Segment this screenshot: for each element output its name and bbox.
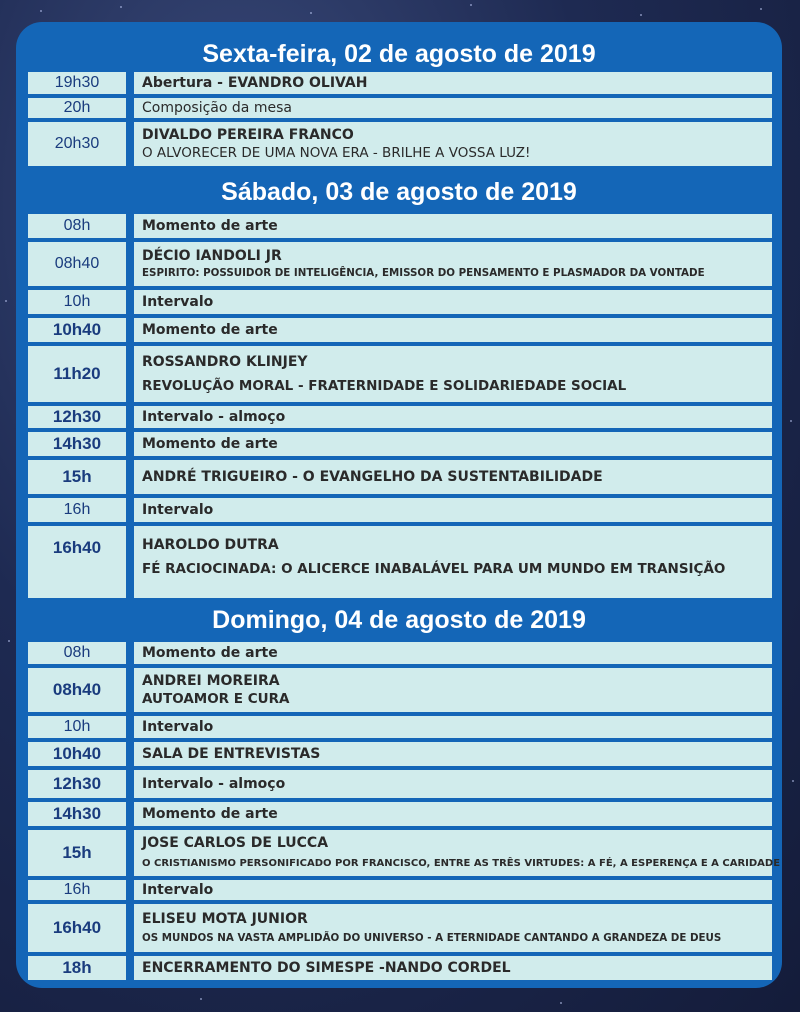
description-cell bbox=[134, 956, 772, 980]
description-line1: ROSSANDRO KLINJEY bbox=[142, 354, 308, 370]
schedule-row bbox=[28, 242, 772, 286]
description-line1: Momento de arte bbox=[142, 436, 278, 452]
time-cell: 12h30 bbox=[28, 406, 126, 428]
schedule-panel bbox=[16, 22, 782, 988]
time-cell: 12h30 bbox=[28, 770, 126, 798]
schedule-row bbox=[28, 880, 772, 900]
description-cell bbox=[134, 770, 772, 798]
time-cell: 10h40 bbox=[28, 318, 126, 342]
time-cell: 10h bbox=[28, 716, 126, 738]
time-cell: 15h bbox=[28, 830, 126, 876]
description-line1: ANDREI MOREIRA bbox=[142, 673, 280, 689]
time-cell: 15h bbox=[28, 460, 126, 494]
description-cell bbox=[134, 716, 772, 738]
description-cell bbox=[134, 830, 781, 876]
time-cell: 16h40 bbox=[28, 904, 126, 952]
time-cell: 16h bbox=[28, 498, 126, 522]
schedule-row bbox=[28, 802, 772, 826]
schedule-row bbox=[28, 830, 781, 876]
time-cell: 08h40 bbox=[28, 242, 126, 286]
schedule-row bbox=[28, 214, 772, 238]
schedule-row bbox=[28, 318, 772, 342]
description-line1: Intervalo - almoço bbox=[142, 776, 286, 792]
description-cell bbox=[134, 214, 772, 238]
description-line2: AUTOAMOR E CURA bbox=[142, 691, 290, 707]
description-line1: Abertura - EVANDRO OLIVAH bbox=[142, 75, 368, 91]
schedule-row bbox=[28, 72, 772, 94]
day-title-friday: Sexta-feira, 02 de agosto de 2019 bbox=[202, 40, 596, 68]
description-line2: OS MUNDOS NA VASTA AMPLIDÃO DO UNIVERSO - A ETERNIDADE CANTANDO A GRANDEZA DE DEUS bbox=[142, 932, 722, 944]
description-cell bbox=[134, 460, 772, 494]
schedule-row bbox=[28, 642, 772, 664]
schedule-row bbox=[28, 526, 772, 598]
schedule-row bbox=[28, 716, 772, 738]
description-line1: DIVALDO PEREIRA FRANCO bbox=[142, 127, 354, 143]
time-cell: 16h40 bbox=[28, 526, 126, 598]
description-cell bbox=[134, 642, 772, 664]
description-line1: Intervalo bbox=[142, 294, 214, 310]
time-cell: 10h40 bbox=[28, 742, 126, 766]
description-cell bbox=[134, 498, 772, 522]
description-line2: ESPIRITO: POSSUIDOR DE INTELIGÊNCIA, EMISSOR DO PENSAMENTO E PLASMADOR DA VONTADE bbox=[142, 267, 705, 279]
schedule-row bbox=[28, 956, 772, 980]
time-cell: 08h bbox=[28, 214, 126, 238]
time-cell: 19h30 bbox=[28, 72, 126, 94]
description-cell bbox=[134, 526, 772, 598]
description-line1: Momento de arte bbox=[142, 322, 278, 338]
schedule-row bbox=[28, 122, 772, 166]
schedule-row bbox=[28, 742, 772, 766]
description-cell bbox=[134, 98, 772, 118]
description-line1: Momento de arte bbox=[142, 218, 278, 234]
description-cell bbox=[134, 742, 772, 766]
time-cell: 20h30 bbox=[28, 122, 126, 166]
description-cell bbox=[134, 72, 772, 94]
description-line1: Intervalo bbox=[142, 719, 214, 735]
time-cell: 20h bbox=[28, 98, 126, 118]
time-cell: 14h30 bbox=[28, 432, 126, 456]
description-line1: DÉCIO IANDOLI JR bbox=[142, 248, 282, 264]
description-line1: Momento de arte bbox=[142, 806, 278, 822]
description-cell bbox=[134, 290, 772, 314]
description-line1: HAROLDO DUTRA bbox=[142, 537, 279, 553]
description-line1: Intervalo bbox=[142, 502, 214, 518]
description-cell bbox=[134, 432, 772, 456]
description-line1: JOSE CARLOS DE LUCCA bbox=[142, 835, 329, 851]
schedule-row bbox=[28, 432, 772, 456]
description-cell bbox=[134, 880, 772, 900]
schedule-row bbox=[28, 346, 772, 402]
description-line2: REVOLUÇÃO MORAL - FRATERNIDADE E SOLIDARIEDADE SOCIAL bbox=[142, 378, 627, 394]
description-line1: Momento de arte bbox=[142, 645, 278, 661]
day-title-saturday: Sábado, 03 de agosto de 2019 bbox=[221, 178, 577, 206]
description-cell bbox=[134, 122, 772, 166]
description-line1: Intervalo bbox=[142, 882, 214, 898]
description-cell bbox=[134, 242, 772, 286]
day-title-sunday: Domingo, 04 de agosto de 2019 bbox=[212, 606, 586, 634]
description-cell bbox=[134, 802, 772, 826]
description-cell bbox=[134, 904, 772, 952]
description-line2: O ALVORECER DE UMA NOVA ERA - BRILHE A VOSSA LUZ! bbox=[142, 145, 531, 161]
schedule-row bbox=[28, 770, 772, 798]
description-cell bbox=[134, 406, 772, 428]
description-line2: FÉ RACIOCINADA: O ALICERCE INABALÁVEL PARA UM MUNDO EM TRANSIÇÃO bbox=[142, 561, 726, 577]
schedule-row bbox=[28, 498, 772, 522]
description-cell bbox=[134, 318, 772, 342]
time-cell: 08h bbox=[28, 642, 126, 664]
time-cell: 11h20 bbox=[28, 346, 126, 402]
time-cell: 18h bbox=[28, 956, 126, 980]
description-cell bbox=[134, 668, 772, 712]
schedule-row bbox=[28, 668, 772, 712]
schedule-row bbox=[28, 460, 772, 494]
description-line1: ENCERRAMENTO DO SIMESPE -NANDO CORDEL bbox=[142, 960, 511, 976]
schedule-row bbox=[28, 98, 772, 118]
schedule-row bbox=[28, 904, 772, 952]
description-line2: O CRISTIANISMO PERSONIFICADO POR FRANCISCO, ENTRE AS TRÊS VIRTUDES: A FÉ, A ESPERENÇA E A CARIDADE bbox=[142, 858, 781, 869]
schedule-row bbox=[28, 406, 772, 428]
time-cell: 14h30 bbox=[28, 802, 126, 826]
time-cell: 10h bbox=[28, 290, 126, 314]
time-cell: 16h bbox=[28, 880, 126, 900]
description-line1: Intervalo - almoço bbox=[142, 409, 286, 425]
description-cell bbox=[134, 346, 772, 402]
time-cell: 08h40 bbox=[28, 668, 126, 712]
schedule-row bbox=[28, 290, 772, 314]
description-line1: Composição da mesa bbox=[142, 100, 292, 116]
description-line1: ELISEU MOTA JUNIOR bbox=[142, 911, 308, 927]
description-line1: ANDRÉ TRIGUEIRO - O EVANGELHO DA SUSTENTABILIDADE bbox=[142, 469, 603, 485]
description-line1: SALA DE ENTREVISTAS bbox=[142, 746, 321, 762]
